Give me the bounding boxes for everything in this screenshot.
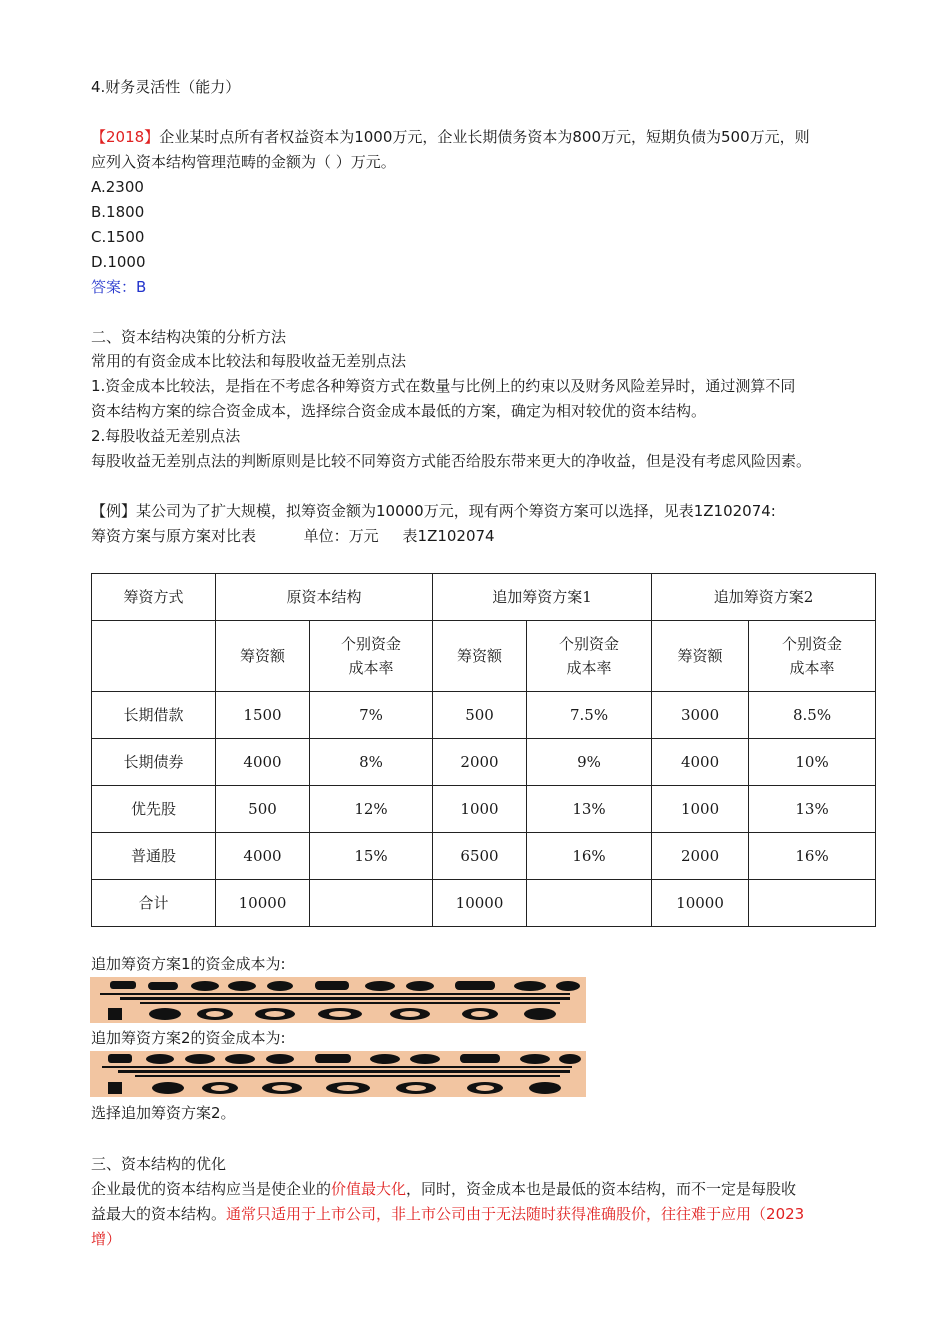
section-3-line3: 增） [91,1230,122,1248]
table-row [92,833,876,880]
table-cell: 4000 [216,833,310,880]
table-cell: 500 [433,692,527,739]
rate-label-l1: 个别资金 [782,635,843,653]
method-2-title: 2.每股收益无差别点法 [91,427,241,445]
table-cell: 10% [749,739,876,786]
option-c: C.1500 [91,228,145,246]
table-cell: 9% [527,739,652,786]
rate-label-l2: 成本率 [566,659,612,677]
method-1-line2: 资本结构方案的综合资金成本，选择综合资金成本最低的方案，确定为相对较优的资本结构。 [91,402,707,420]
table-row [92,739,876,786]
plan1-cost-label: 追加筹资方案1的资金成本为: [91,955,286,973]
table-cell: 8% [310,739,433,786]
rate-label-l1: 个别资金 [341,635,402,653]
table-header-row [92,574,876,621]
table-cell: 1500 [216,692,310,739]
table-cell: 10000 [433,880,527,927]
heading-financial-flexibility: 4.财务灵活性（能力） [91,78,241,96]
table-row [92,786,876,833]
subheader-amount: 筹资额 [652,621,749,692]
table-cell: 7.5% [527,692,652,739]
text-segment: 益最大的资本结构。 [91,1205,227,1223]
table-cell: 16% [527,833,652,880]
plan2-cost-label: 追加筹资方案2的资金成本为: [91,1029,286,1047]
header-plan1: 追加筹资方案1 [433,574,652,621]
subheader-rate [310,621,433,692]
table-cell: 4000 [652,739,749,786]
table-cell: 2000 [652,833,749,880]
table-cell: 12% [310,786,433,833]
table-total-row [92,880,876,927]
table-cell: 3000 [652,692,749,739]
row-name: 长期借款 [92,692,216,739]
row-name: 合计 [92,880,216,927]
table-cell [749,880,876,927]
subheader-amount: 筹资额 [216,621,310,692]
option-d: D.1000 [91,253,146,271]
plan1-formula-image [90,977,586,1023]
table-cell: 500 [216,786,310,833]
question-text: 企业某时点所有者权益资本为1000万元，企业长期债务资本为800万元，短期负债为500万元，则 [159,128,810,146]
subheader-rate [749,621,876,692]
highlight-value-max: 价值最大化 [331,1180,407,1198]
subheader-amount: 筹资额 [433,621,527,692]
row-name: 普通股 [92,833,216,880]
table-cell [310,880,433,927]
text-segment: 企业最优的资本结构应当是使企业的 [91,1180,332,1198]
table-cell: 2000 [433,739,527,786]
plan2-formula-image [90,1051,586,1097]
table-cell: 1000 [433,786,527,833]
section-2-intro: 常用的有资金成本比较法和每股收益无差别点法 [91,352,407,370]
rate-label-l2: 成本率 [348,659,394,677]
table-cell: 13% [749,786,876,833]
example-line: 【例】某公司为了扩大规模，拟筹资金额为10000万元，现有两个筹资方案可以选择，见表1Z102074: [91,502,776,520]
method-1-line1: 1.资金成本比较法，是指在不考虑各种筹资方式在数量与比例上的约束以及财务风险差异时，通过测算不同 [91,377,796,395]
table-subheader-row [92,621,876,692]
table-cell: 15% [310,833,433,880]
table-cell [527,880,652,927]
table-cell: 7% [310,692,433,739]
table-caption: 筹资方案与原方案对比表 单位：万元 表1Z102074 [91,527,495,545]
financing-comparison-table [91,573,876,927]
section-3-line2 [91,1204,804,1224]
header-method: 筹资方式 [92,574,216,621]
question-2018-line2: 应列入资本结构管理范畴的金额为（ ）万元。 [91,153,396,171]
table-cell: 10000 [652,880,749,927]
rate-label-l2: 成本率 [789,659,835,677]
method-2-text: 每股收益无差别点法的判断原则是比较不同筹资方式能否给股东带来更大的净收益，但是没有考虑风险因素。 [91,452,812,470]
table-cell: 4000 [216,739,310,786]
table-cell: 6500 [433,833,527,880]
table-cell: 10000 [216,880,310,927]
section-3-title: 三、资本结构的优化 [91,1155,227,1173]
subheader-empty [92,621,216,692]
header-plan2: 追加筹资方案2 [652,574,876,621]
rate-label-l1: 个别资金 [559,635,620,653]
table-cell: 16% [749,833,876,880]
section-3-line1 [91,1179,796,1199]
section-2-title: 二、资本结构决策的分析方法 [91,328,287,346]
table-cell: 13% [527,786,652,833]
answer: 答案：B [91,278,147,296]
table-cell: 8.5% [749,692,876,739]
option-b: B.1800 [91,203,145,221]
year-tag: 【2018】 [91,128,160,146]
highlight-applicability: 通常只适用于上市公司，非上市公司由于无法随时获得准确股价，往往难于应用（2023 [226,1205,805,1223]
row-name: 长期债券 [92,739,216,786]
text-segment: ，同时，资金成本也是最低的资本结构，而不一定是每股收 [406,1180,797,1198]
header-original: 原资本结构 [216,574,433,621]
subheader-rate [527,621,652,692]
question-2018-line1 [91,127,810,147]
row-name: 优先股 [92,786,216,833]
choose-plan2: 选择追加筹资方案2。 [91,1104,236,1122]
table-cell: 1000 [652,786,749,833]
option-a: A.2300 [91,178,144,196]
table-row [92,692,876,739]
